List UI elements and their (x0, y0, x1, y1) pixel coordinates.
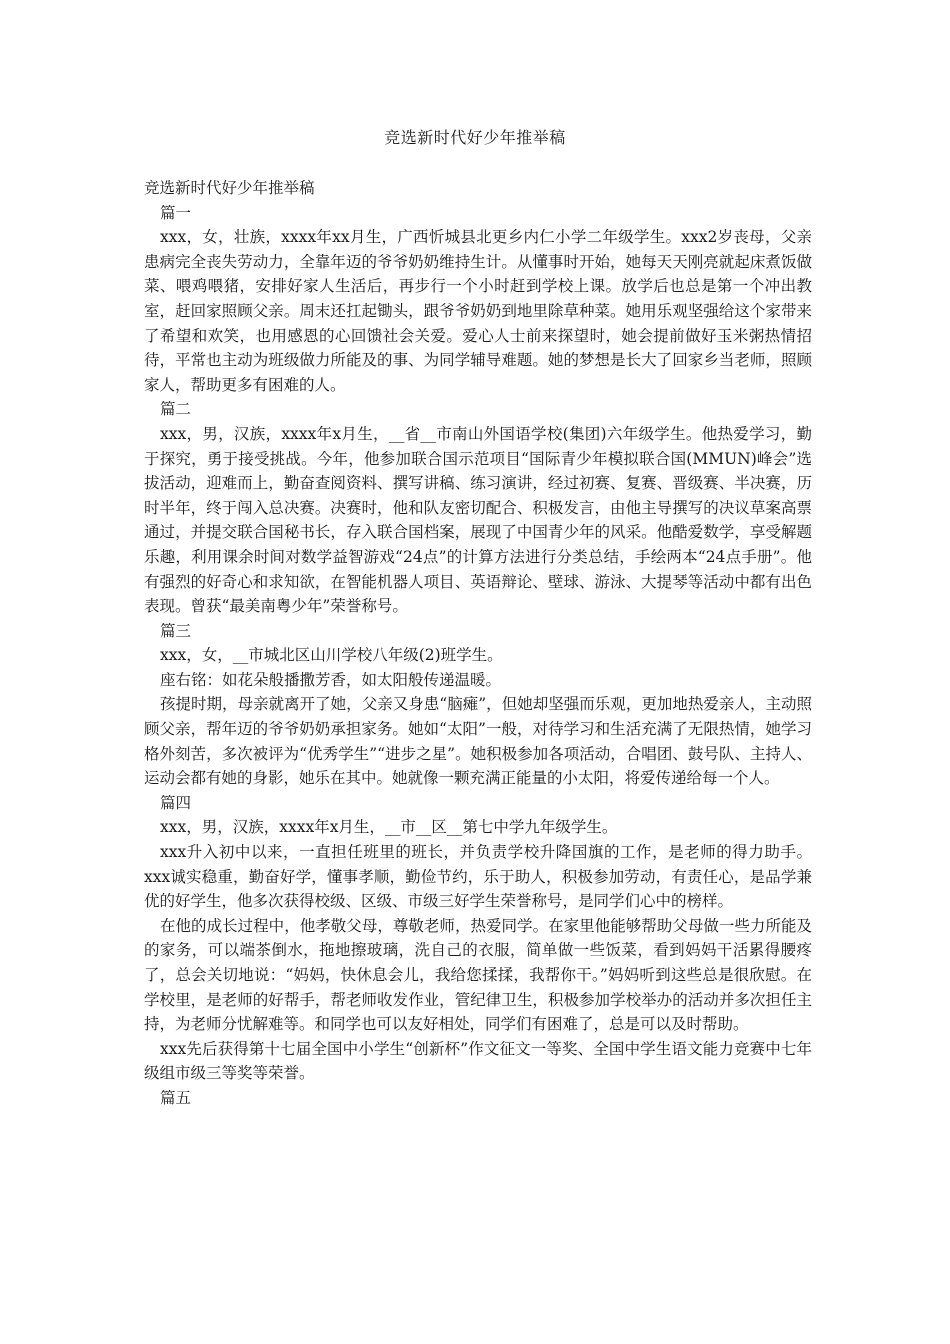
section-heading-2: 篇二 (160, 400, 192, 419)
section-heading-1: 篇一 (160, 203, 192, 222)
motto-paragraph: 座右铭：如花朵般播撒芳香，如太阳般传递温暖。 (160, 670, 502, 689)
section-heading-4: 篇四 (160, 793, 192, 812)
page-title: 竞选新时代好少年推举稿 (384, 128, 566, 147)
paragraph: xxx升入初中以来，一直担任班里的班长，并负责学校升降国旗的工作，是老师的得力助手。xxx诚实稳重，勤奋好学，懂事孝顺，勤俭节约，乐于助人，积极参加劳动，有责任心，是品学兼优的好学生，他多次获得校级、区级、市级三好学生荣誉称号，是同学们心中的榜样。 (144, 843, 812, 911)
paragraph: xxx先后获得第十七届全国中小学生“创新杯”作文征文一等奖、全国中学生语文能力竞赛中七年级组市级三等奖等荣誉。 (144, 1039, 812, 1083)
section-heading-3: 篇三 (160, 621, 192, 640)
section-heading-5: 篇五 (160, 1088, 192, 1107)
paragraph: 在他的成长过程中，他孝敬父母，尊敬老师，热爱同学。在家里他能够帮助父母做一些力所能及的家务，可以端茶倒水，拖地擦玻璃，洗自己的衣服，简单做一些饭菜，看到妈妈干活累得腰疼了，总会关切地说：“妈妈，快休息会儿，我给您揉揉，我帮你干。”妈妈听到这些总是很欣慰。在学校里，是老师的好帮手，帮老师收发作业，管纪律卫生，积极参加学校举办的活动并多次担任主持，为老师分忧解难等。和同学也可以友好相处，同学们有困难了，总是可以及时帮助。 (144, 916, 812, 1034)
paragraph: xxx，男，汉族，xxxx年x月生，__市__区__第七中学九年级学生。 (160, 818, 618, 837)
paragraph: xxx，女，__市城北区山川学校八年级(2)班学生。 (160, 646, 503, 665)
paragraph: xxx，男，汉族，xxxx年x月生，__省__市南山外国语学校(集团)六年级学生。他热爱学习，勤于探究，勇于接受挑战。今年，他参加联合国示范项目“国际青少年模拟联合国(MMUN)峰会”选拔活动，迎难而上，勤奋查阅资料、撰写讲稿、练习演讲，经过初赛、复赛、晋级赛、半决赛，历时半年，终于闯入总决赛。决赛时，他和队友密切配合、积极发言，由他主导撰写的决议草案高票通过，并提交联合国秘书长，存入联合国档案，展现了中国青少年的风采。他酷爱数学，享受解题乐趣，利用课余时间对数学益智游戏“24点”的计算方法进行分类总结，手绘两本“24点手册”。他有强烈的好奇心和求知欲，在智能机器人项目、英语辩论、壁球、游泳、大提琴等活动中都有出色表现。曾获“最美南粤少年”荣誉称号。 (144, 424, 812, 616)
document-body (144, 176, 812, 1111)
paragraph: 孩提时期，母亲就离开了她，父亲又身患“脑瘫”，但她却坚强而乐观，更加地热爱亲人，主动照顾父亲，帮年迈的爷爷奶奶承担家务。她如“太阳”一般，对待学习和生活充满了无限热情，她学习格外刻苦，多次被评为“优秀学生”“进步之星”。她积极参加各项活动，合唱团、鼓号队、主持人、运动会都有她的身影，她乐在其中。她就像一颗充满正能量的小太阳，将爱传递给每一个人。 (144, 695, 812, 788)
paragraph: xxx，女，壮族，xxxx年xx月生，广西忻城县北更乡内仁小学二年级学生。xxx2岁丧母，父亲患病完全丧失劳动力，全靠年迈的爷爷奶奶维持生计。从懂事时开始，她每天天刚亮就起床煮饭做菜、喂鸡喂猪，安排好家人生活后，再步行一个小时赶到学校上课。放学后也总是第一个冲出教室，赶回家照顾父亲。周末还扛起锄头，跟爷爷奶奶到地里除草种菜。她用乐观坚强给这个家带来了希望和欢笑，也用感恩的心回馈社会关爱。爱心人士前来探望时，她会提前做好玉米粥热情招待，平常也主动为班级做力所能及的事、为同学辅导难题。她的梦想是长大了回家乡当老师，照顾家人，帮助更多有困难的人。 (144, 228, 812, 394)
document-subtitle: 竞选新时代好少年推举稿 (144, 179, 315, 197)
